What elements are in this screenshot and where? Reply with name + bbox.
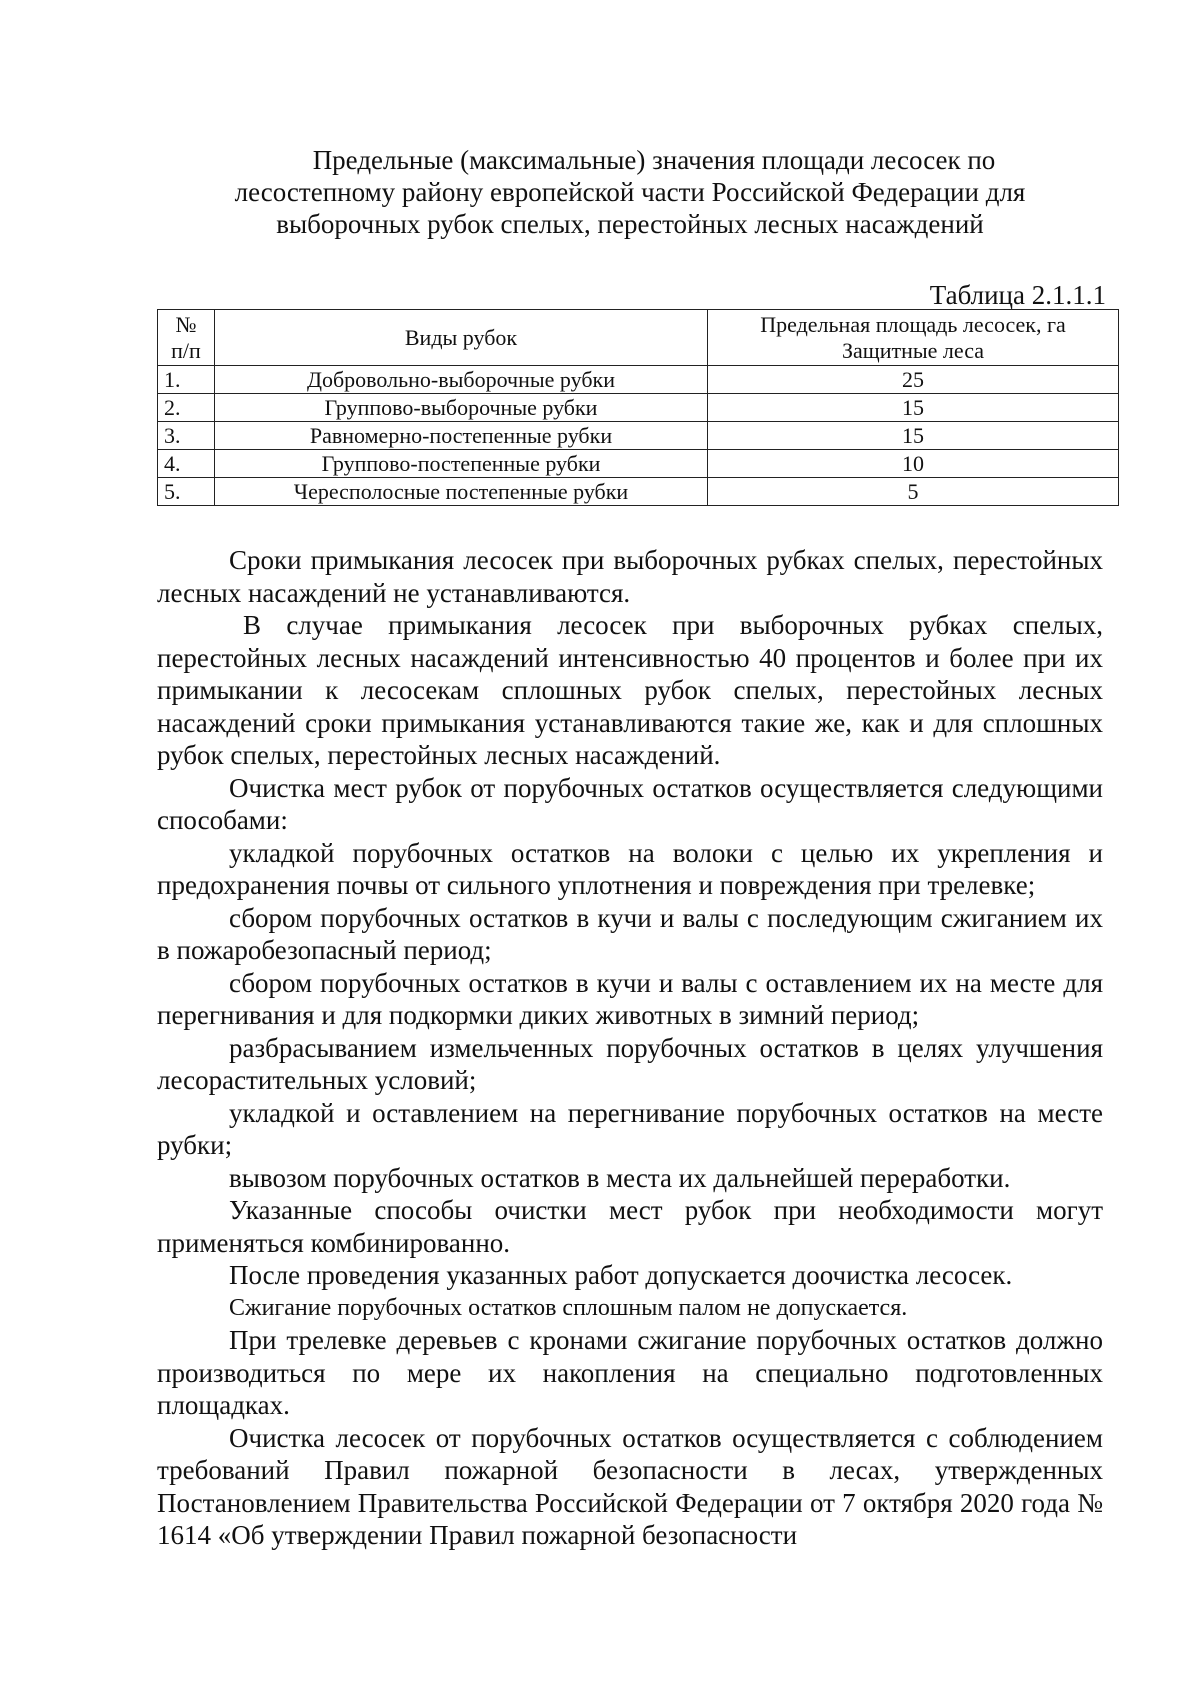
row-area: 25 [708,366,1119,394]
title-line-2: лесостепному району европейской части Российской Федерации для [234,177,1026,207]
table-row [158,450,1119,478]
document-title [200,144,1060,240]
row-num: 5. [158,478,215,506]
table-row [158,394,1119,422]
table-header-row [158,310,1119,366]
table-caption: Таблица 2.1.1.1 [929,280,1106,310]
paragraph: При трелевке деревьев с кронами сжигание порубочных остатков должно производиться по мере их накопления на специально подготовленных площадках. [157,1325,1103,1420]
paragraph: вывозом порубочных остатков в места их дальнейшей переработки. [229,1162,1011,1193]
row-kind: Равномерно-постепенные рубки [215,422,708,450]
header-kind: Виды рубок [215,310,708,366]
row-area: 15 [708,394,1119,422]
row-num: 3. [158,422,215,450]
paragraph: укладкой порубочных остатков на волоки с целью их укрепления и предохранения почвы от сильного уплотнения и повреждения при трелевке; [157,837,1103,900]
row-num: 2. [158,394,215,422]
paragraph: В случае примыкания лесосек при выборочных рубках спелых, перестойных лесных насаждений интенсивностью 40 процентов и более при их примыкании к лесосекам сплошных рубок спелых, перестойных лесных насаждений сроки примыкания устанавливаются такие же, как и для сплошных рубок спелых, перестойных лесных насаждений. [157,610,1103,770]
header-area-line-2: Защитные леса [841,337,985,363]
paragraph: Очистка лесосек от порубочных остатков осуществляется с соблюдением требований Правил пожарной безопасности в лесах, утвержденных Постановлением Правительства Российской Федерации от 7 октября 2020 года № 1614 «Об утверждении Правил пожарной безопасности [157,1422,1103,1550]
row-area: 10 [708,450,1119,478]
paragraph: После проведения указанных работ допускается доочистка лесосек. [229,1260,1013,1290]
paragraph: Указанные способы очистки мест рубок при необходимости могут применяться комбинированно. [157,1195,1103,1258]
header-area [708,310,1119,366]
paragraph: Очистка мест рубок от порубочных остатков осуществляется следующими способами: [157,772,1103,835]
paragraph: Сроки примыкания лесосек при выборочных рубках спелых, перестойных лесных насаждений не устанавливаются. [157,545,1103,608]
paragraph: разбрасыванием измельченных порубочных остатков в целях улучшения лесорастительных условий; [157,1032,1103,1095]
row-area: 5 [708,478,1119,506]
paragraph: сбором порубочных остатков в кучи и валы с последующим сжиганием их в пожаробезопасный период; [157,902,1103,965]
header-num: № п/п [158,310,215,366]
table-row [158,366,1119,394]
paragraph: укладкой и оставлением на перегнивание порубочных остатков на месте рубки; [157,1097,1103,1160]
row-kind: Добровольно-выборочные рубки [215,366,708,394]
title-line-1: Предельные (максимальные) значения площади лесосек по [312,145,996,175]
row-num: 1. [158,366,215,394]
row-area: 15 [708,422,1119,450]
title-line-3: выборочных рубок спелых, перестойных лесных насаждений [276,209,984,239]
paragraph: Сжигание порубочных остатков сплошным палом не допускается. [229,1294,908,1321]
paragraph: сбором порубочных остатков в кучи и валы с оставлением их на месте для перегнивания и для подкормки диких животных в зимний период; [157,967,1103,1030]
table-row [158,422,1119,450]
cutting-area-table [157,309,1119,506]
table-row [158,478,1119,506]
row-kind: Группово-выборочные рубки [215,394,708,422]
header-area-line-1: Предельная площадь лесосек, га [760,311,1066,337]
row-kind: Чересполосные постепенные рубки [215,478,708,506]
document-body [157,544,1103,1552]
row-num: 4. [158,450,215,478]
row-kind: Группово-постепенные рубки [215,450,708,478]
